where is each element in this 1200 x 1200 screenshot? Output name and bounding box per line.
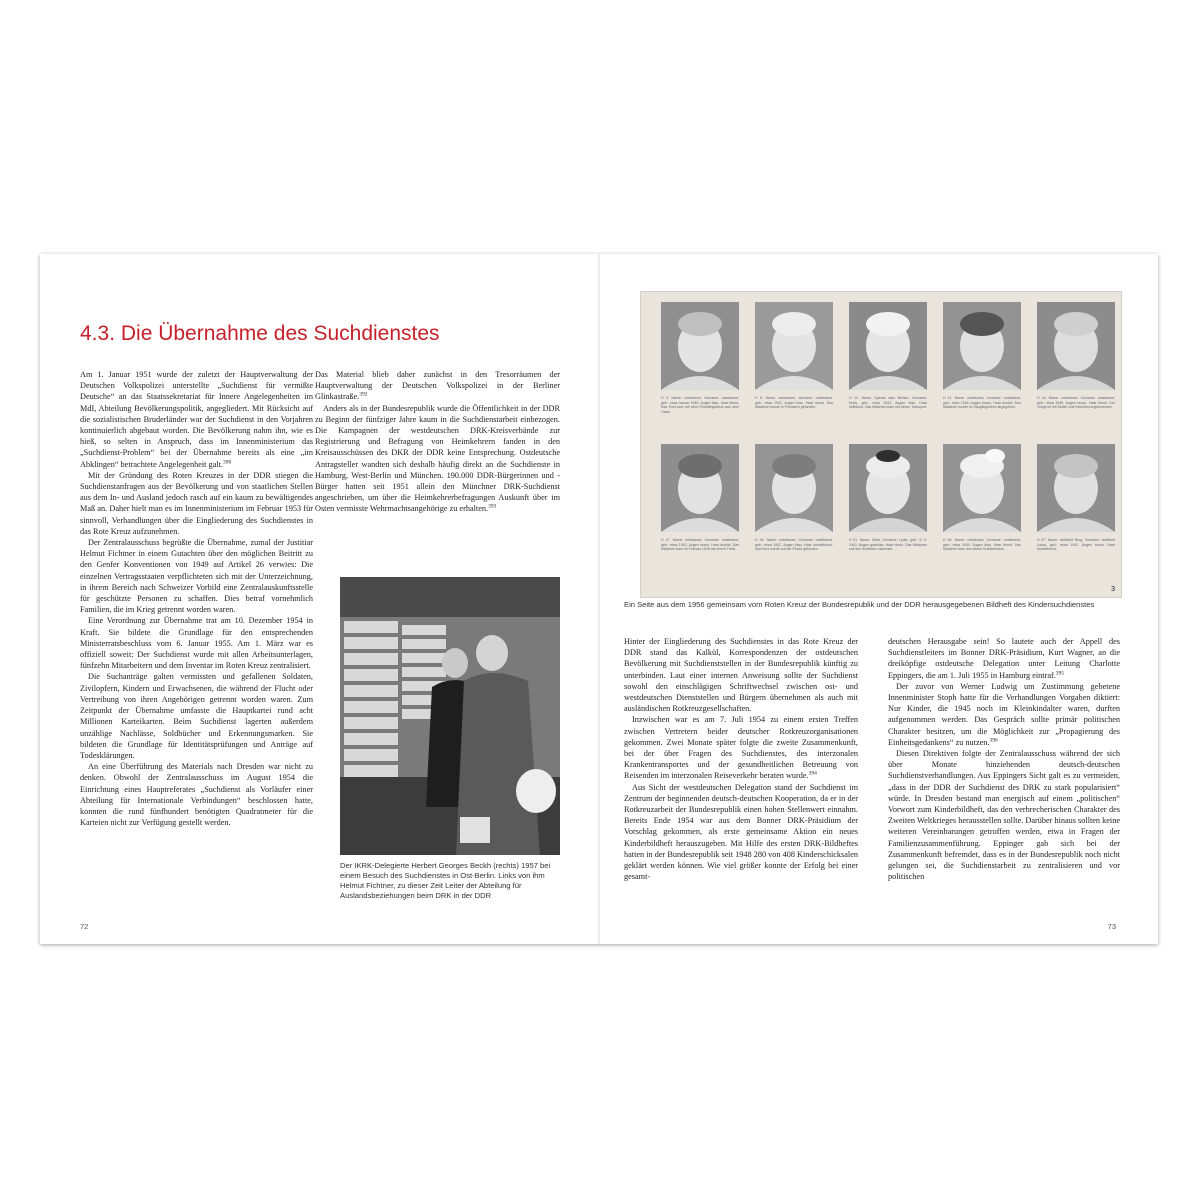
paragraph: Am 1. Januar 1951 wurde der zuletzt der Hauptverwaltung der Deutschen Volkspolizei unterstellte „Suchdienst für vermißte Deutsche“ an das Staatssekretariat für Innere Angelegenheiten im MdI, Abteilung Bevölkerungspolitik, angegliedert. Mit Rücksicht auf die sozialistischen Bruderländer war der Suchdienst in den Vorjahren kontinuierlich abgebaut worden. Die Bevölkerung nahm ihn, wie es hieß, so selten in Anspruch, dass im Innenministerium das „Suchdienst-Problem“ bei der Übernahme bereits als eine „im Abklingen“ betrachtete Angelegenheit galt.$^{390}$ bbox=[80, 370, 313, 469]
left-page-column-2 bbox=[315, 369, 560, 515]
right-page-column-1 bbox=[624, 636, 858, 882]
child-card bbox=[943, 302, 1021, 432]
child-portrait bbox=[849, 444, 927, 532]
book-spread bbox=[40, 254, 1158, 944]
paragraph: Die Suchanträge galten vermissten und gefallenen Soldaten, Zivilopfern, Kindern und Erwachsenen, die während der Flucht oder Vertreibung von ihren Angehörigen getrennt worden waren. Zum Zeitpunkt der Übernahme umfasste die Hauptkartei rund acht Millionen Karteikarten. Beim Suchdienst lagerten außerdem unzählige Nachlässe, Soldbücher und Erkennungsmarken. Sie bildeten die Grundlage für Identitätsprüfungen und Anträge auf Todesklärungen. bbox=[80, 672, 313, 760]
child-portrait bbox=[755, 302, 833, 390]
paragraph: Diesen Direktiven folgte der Zentralausschuss während der sich über Monate hinziehenden deutsch-deutschen Suchdienstverhandlungen. Aus Eppingers Sicht galt es zu vermeiden, „dass in der DDR der Suchdienst des DRK zu stark popularisiert“ würde. In Dresden bestand man energisch auf einem „politischen“ Vorwort zum Kinderbildheft, das den verbrecherischen Charakter des Zweiten Weltkrieges herausstellen sollte. Darüber hinaus sollten keine weiteren Vereinbarungen getroffen werden, etwa in Fragen der Familienzusammenführung. Eppinger gab sich bei der Zusammenkunft befremdet, dass es in der Bundesrepublik noch nicht gelungen sei, die Suchdienstarbeit zu zentralisieren und vor politischen bbox=[888, 749, 1120, 882]
child-card bbox=[1037, 302, 1115, 432]
paragraph: Inzwischen war es am 7. Juli 1954 zu einem ersten Treffen zwischen Vertretern beider deutscher Rotkreuzorganisationen gekommen. Zwei Monate später folgte die zweite Zusammenkunft, bei der über Fragen des Suchdienstes, des interzonalen Krankentransportes und der gesundheitlichen Betreuung von Reisenden im interzonalen Reiseverkehr beraten wurde.$^{394}$ bbox=[624, 715, 858, 781]
child-portrait bbox=[849, 302, 927, 390]
child-card-text: H 54. Name: unbekannt, Vorname: unbekannt, geb.: etwa 1944, Augen blau, Haar blond. Das Mädchen kam aus einem Krankenhaus. bbox=[943, 538, 1021, 551]
book-gutter bbox=[598, 254, 600, 944]
paragraph: Aus Sicht der westdeutschen Delegation stand der Suchdienst im Zentrum der beginnenden deutsch-deutschen Kooperation, da er in der Rotkreuzarbeit der Bundesrepublik einen hohen Stellenwert einnahm. Bereits Ende 1954 war aus dem Bonner DRK-Präsidium der Vorschlag gekommen, als erste gemeinsame Aktion ein neues Kinderbildheft herauszugeben. Mit Hilfe des ersten DRK-Bildheftes hatten in der Bundesrepublik seit 1948 280 von 408 Kinderschicksalen geklärt werden können. Wie viel größer konnte der Erfolg bei einer gesamt- bbox=[624, 782, 858, 882]
archive-photo bbox=[340, 577, 560, 855]
child-card bbox=[849, 444, 927, 574]
paragraph: deutschen Herausgabe sein! So lautete auch der Appell des Suchdienstleiters im Bonner DRK-Präsidium, Kurt Wagner, an die dreiköpfige ostdeutsche Delegation unter Leitung Charlotte Eppingers, die am 1. Juli 1955 in Hamburg eintraf.$^{395}$ bbox=[888, 637, 1120, 680]
paragraph: Hinter der Eingliederung des Suchdienstes in das Rote Kreuz der DDR stand das Kalkül, Korrespondenzen der ostdeutschen Bevölkerung mit Suchdienststellen in der Bundesrepublik künftig zu unterbinden. Laut einer internen Anweisung sollte der Suchdienst sowohl den einschlägigen Schriftwechsel zwischen ost- und westdeutschen Dienststellen und Bürgern übernehmen als auch mit ausländischen Rotkreuzgesellschaften. bbox=[624, 637, 858, 714]
child-card-text: H 8. Name: unbekannt, Vorname: unbekannt, geb.: etwa 1942, Augen blau, Haar blond. Das Mädchen wurde in Pommern gefunden. bbox=[755, 396, 833, 409]
right-page-column-2 bbox=[888, 636, 1120, 882]
child-portrait bbox=[1037, 302, 1115, 390]
child-portrait bbox=[661, 444, 739, 532]
child-card bbox=[755, 444, 833, 574]
child-card-text: H 47. Name: unbekannt, Vorname: unbekannt, geb.: etwa 1943, Augen braun, Haar dunkel. Das Mädchen kam im Februar 1945 mit einem Treck. bbox=[661, 538, 739, 551]
photo-caption: Der IKRK-Delegierte Herbert Georges Beckh (rechts) 1957 bei einem Besuch des Suchdienstes in Ost-Berlin. Links von ihm Helmut Fichtner, zu dieser Zeit Leiter der Abteilung für Auslandsbeziehungen beim DRK in der DDR bbox=[340, 861, 551, 900]
paragraph: Das Material blieb daher zunächst in den Tresorräumen der Hauptverwaltung der Deutschen Volkspolizei in der Berliner Glinkastraße.$^{392}$ bbox=[315, 370, 560, 402]
child-portrait bbox=[661, 302, 739, 390]
magazine-caption: Ein Seite aus dem 1956 gemeinsam vom Roten Kreuz der Bundesrepublik und der DDR herausgegebenen Bildheft des Kindersuchdienstes bbox=[624, 600, 1095, 609]
child-portrait bbox=[755, 444, 833, 532]
child-card-text: H 13. Name: Sperka oder Behlau, Vorname: Doris, geb.: etwa 1941, Augen blau, Haar hellblond. Das Mädchen kam mit einem Transport. bbox=[849, 396, 927, 409]
child-card-text: H 57. Name: vielleicht Burg, Vorname: vielleicht Laura, geb.: etwa 1942, Augen braun, Haar dunkelblond. bbox=[1037, 538, 1115, 551]
chapter-heading: 4.3. Die Übernahme des Suchdienstes bbox=[80, 322, 440, 345]
paragraph: An eine Überführung des Materials nach Dresden war nicht zu denken. Obwohl der Zentralausschuss im August 1954 die Einrichtung eines Hauptreferates „Suchdienst als Vorläufer einer Abteilung für Internationale Verbindungen“ beschlossen hatte, konnten die rund fünfhundert benötigten Quadratmeter für die Karteien nicht zur Verfügung gestellt werden. bbox=[80, 762, 313, 828]
child-card bbox=[661, 444, 739, 574]
child-card bbox=[661, 302, 739, 432]
left-page-column-1 bbox=[80, 369, 313, 828]
child-card-text: H 51. Name: Geist, Vorname: Lydia, geb.: 5. 6. 1942, Augen graublau, Haar blond. Das Mädchen soll aus Schlesien stammen. bbox=[849, 538, 927, 551]
child-portrait bbox=[1037, 444, 1115, 532]
child-card bbox=[849, 302, 927, 432]
child-card-text: H 41. Name: unbekannt, Vorname: unbekannt, geb.: etwa 1944, Augen braun, Haar dunkel. Das Mädchen wurde im Säuglingsheim abgegeben. bbox=[943, 396, 1021, 409]
paragraph: Der Zentralausschuss begrüßte die Übernahme, zumal der Justitiar Helmut Fichtner in einem Gutachten über den möglichen Beitritt zu den Genfer Konventionen von 1949 auf Artikel 26 verwies: Die einzelnen Vertragsstaaten verpflichteten sich mit der Unterzeichnung, in ihrem Bereich nach Schweizer Vorbild eine Zentralauskunftsstelle für geschützte Personen zu schaffen. Dies betraf vornehmlich Familien, die im Krieg getrennt worden waren. bbox=[80, 538, 313, 615]
page-number-right: 73 bbox=[1107, 922, 1116, 931]
child-card bbox=[943, 444, 1021, 574]
paragraph: Mit der Gründung des Roten Kreuzes in der DDR stiegen die Suchdienstanfragen aus der Bevölkerung und von staatlichen Stellen aus dem In- und Ausland jedoch rasch auf ein kaum zu bewältigendes Maß an. Daher hielt man es im Innenministerium im Februar 1953 für sinnvoll, Verhandlungen über die Eingliederung des Suchdienstes in das Rote Kreuz aufzunehmen. bbox=[80, 470, 313, 536]
paragraph: Der zuvor von Werner Ludwig um Zustimmung gebetene Innenminister Stoph hatte für die Verhandlungen Vorgaben diktiert: Nur Kinder, die 1945 noch im Kleinkindalter waren, durften aufgenommen werden. Das Gespräch sollte primär politischen Charakter besitzen, um die Möglichkeit zur „Propagierung des Einheitsgedankens“ zu nutzen.$^{396}$ bbox=[888, 681, 1120, 747]
child-card-text: H 44. Name: unbekannt, Vorname: unbekannt, geb.: etwa 1945, Augen braun, Haar blond. Der Junge ist mit Mutter und Kleinkind angekommen. bbox=[1037, 396, 1115, 409]
child-portrait bbox=[943, 302, 1021, 390]
paragraph: Anders als in der Bundesrepublik wurde die Öffentlichkeit in der DDR zu Beginn der fünfziger Jahre kaum in die Suchdienstarbeit einbezogen. Die Kampagnen der westdeutschen DRK-Kreisverbände zur Registrierung und Befragung von Heimkehrern fanden in den Kreisausschüssen des DKR der DDR keine Entsprechung. Ostdeutsche Antragsteller wandten sich deshalb häufig direkt an die Suchdienste in Hamburg, West-Berlin und München. 190.000 DDR-Bürgerinnen und -Bürger hatten seit 1951 allein den Münchner DRK-Suchdienst angeschrieben, um über die Heimkehrerbefragungen Auskunft über im Osten vermisste Wehrmachtsangehörige zu erhalten.$^{393}$ bbox=[315, 403, 560, 514]
magazine-page-number: 3 bbox=[1111, 586, 1115, 593]
child-card-text: H 49. Name: unbekannt, Vorname: unbekannt, geb.: etwa 1942, Augen blau, Haar dunkelblond. Das Kind wurde auf der Flucht gefunden. bbox=[755, 538, 833, 551]
child-card bbox=[1037, 444, 1115, 574]
child-card-text: H 3. Name: unbekannt, Vorname: unbekannt, geb.: etwa Januar 1945, Augen blau, Haar blond. Das Kind kam mit dem Flüchtlingstreck aus dem Osten. bbox=[661, 396, 739, 414]
child-portrait bbox=[943, 444, 1021, 532]
magazine-page-image bbox=[640, 291, 1122, 598]
page-number-left: 72 bbox=[80, 922, 89, 931]
child-card bbox=[755, 302, 833, 432]
paragraph: Eine Verordnung zur Übernahme trat am 10. Dezember 1954 in Kraft. Sie bildete die Grundlage für den entsprechenden Ministerratsbeschluss vom 6. Januar 1955. Am 1. März war es offiziell soweit: Der Suchdienst wurde mit allen Arbeitsunterlagen, fünfzehn Mitarbeitern und dem Inventar im Roten Kreuz zentralisiert. bbox=[80, 616, 313, 671]
